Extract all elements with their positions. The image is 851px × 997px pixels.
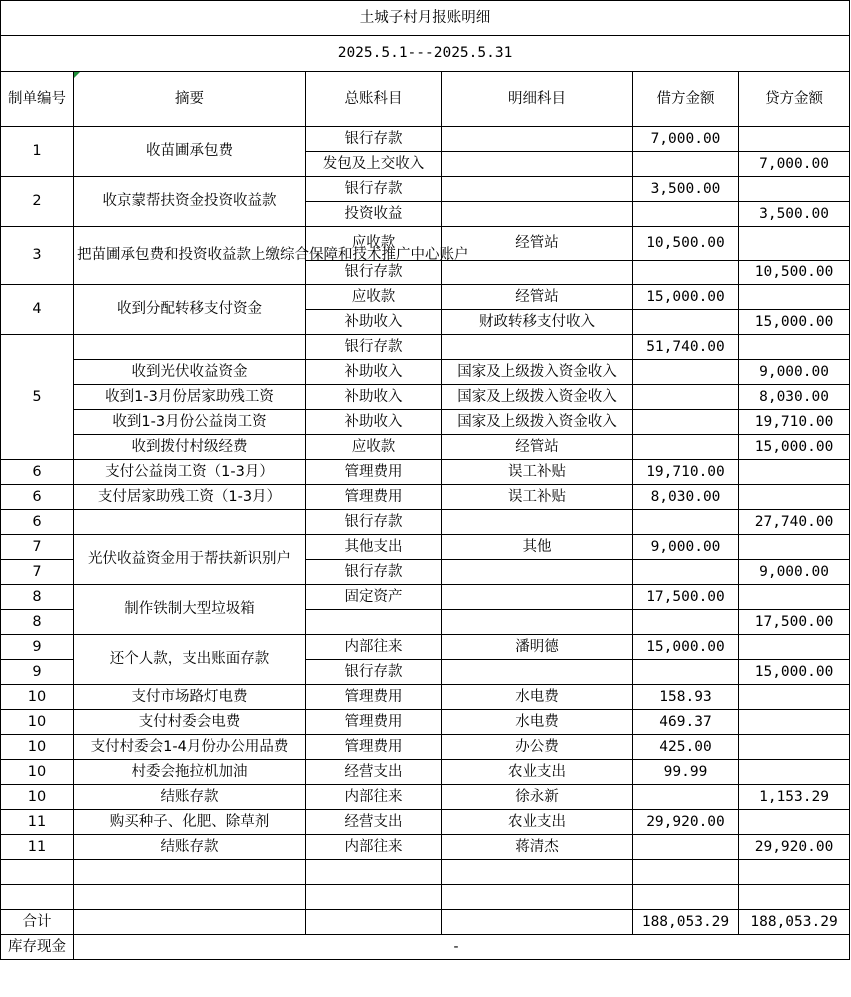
general-account: 固定资产 — [306, 585, 442, 610]
cash-label: 库存现金 — [1, 935, 74, 960]
empty-cell — [74, 885, 306, 910]
debit-amount: 99.99 — [633, 760, 739, 785]
entry-no: 6 — [1, 485, 74, 510]
detail-account: 经管站 — [442, 227, 633, 261]
header-row — [1, 72, 850, 127]
table-row — [1, 285, 850, 310]
entry-no: 9 — [1, 660, 74, 685]
entry-summary: 支付市场路灯电费 — [74, 685, 306, 710]
credit-amount: 8,030.00 — [739, 385, 850, 410]
table-row — [1, 535, 850, 560]
credit-amount — [739, 285, 850, 310]
total-debit: 188,053.29 — [633, 910, 739, 935]
total-row — [1, 910, 850, 935]
credit-amount — [739, 635, 850, 660]
credit-amount — [739, 735, 850, 760]
general-account: 银行存款 — [306, 261, 442, 285]
general-account: 管理费用 — [306, 735, 442, 760]
credit-amount: 15,000.00 — [739, 435, 850, 460]
credit-amount — [739, 685, 850, 710]
general-account: 应收款 — [306, 435, 442, 460]
period-row — [1, 36, 850, 72]
entry-no: 8 — [1, 585, 74, 610]
debit-amount — [633, 610, 739, 635]
debit-amount: 3,500.00 — [633, 177, 739, 202]
entry-summary: 村委会拖拉机加油 — [74, 760, 306, 785]
entry-no: 8 — [1, 610, 74, 635]
general-account: 内部往来 — [306, 785, 442, 810]
title-row — [1, 1, 850, 36]
entry-summary: 收到分配转移支付资金 — [74, 285, 306, 335]
detail-account — [442, 585, 633, 610]
detail-account — [442, 560, 633, 585]
empty-cell — [739, 885, 850, 910]
table-row — [1, 435, 850, 460]
total-credit: 188,053.29 — [739, 910, 850, 935]
table-row — [1, 485, 850, 510]
cash-row — [1, 935, 850, 960]
empty-cell — [1, 860, 74, 885]
cash-value: - — [74, 935, 850, 960]
entry-summary: 收到1-3月份居家助残工资 — [74, 385, 306, 410]
general-account: 投资收益 — [306, 202, 442, 227]
table-row — [1, 177, 850, 202]
header-debit: 借方金额 — [633, 72, 739, 127]
credit-amount: 15,000.00 — [739, 660, 850, 685]
general-account: 补助收入 — [306, 360, 442, 385]
general-account: 银行存款 — [306, 510, 442, 535]
table-row — [1, 735, 850, 760]
debit-amount — [633, 385, 739, 410]
credit-amount — [739, 127, 850, 152]
table-row — [1, 835, 850, 860]
general-account: 发包及上交收入 — [306, 152, 442, 177]
empty-row — [1, 860, 850, 885]
credit-amount — [739, 177, 850, 202]
general-account: 补助收入 — [306, 310, 442, 335]
empty-cell — [1, 885, 74, 910]
entry-no: 10 — [1, 785, 74, 810]
credit-amount — [739, 760, 850, 785]
report-period: 2025.5.1---2025.5.31 — [1, 36, 850, 72]
table-row — [1, 385, 850, 410]
credit-amount — [739, 460, 850, 485]
debit-amount: 469.37 — [633, 710, 739, 735]
empty-cell — [442, 885, 633, 910]
entry-summary: 支付村委会电费 — [74, 710, 306, 735]
empty-cell — [633, 860, 739, 885]
general-account: 管理费用 — [306, 710, 442, 735]
detail-account: 误工补贴 — [442, 485, 633, 510]
credit-amount — [739, 335, 850, 360]
general-account: 补助收入 — [306, 385, 442, 410]
entry-no: 9 — [1, 635, 74, 660]
general-account: 应收款 — [306, 285, 442, 310]
table-row — [1, 710, 850, 735]
credit-amount: 3,500.00 — [739, 202, 850, 227]
entry-summary: 结账存款 — [74, 785, 306, 810]
empty-cell — [739, 860, 850, 885]
report-title: 土城子村月报账明细 — [1, 1, 850, 36]
credit-amount: 19,710.00 — [739, 410, 850, 435]
entry-no: 10 — [1, 735, 74, 760]
entry-summary: 收到1-3月份公益岗工资 — [74, 410, 306, 435]
empty-cell — [442, 860, 633, 885]
detail-account: 办公费 — [442, 735, 633, 760]
credit-amount: 7,000.00 — [739, 152, 850, 177]
detail-account: 国家及上级拨入资金收入 — [442, 410, 633, 435]
entry-no: 10 — [1, 760, 74, 785]
detail-account: 其他 — [442, 535, 633, 560]
general-account: 管理费用 — [306, 485, 442, 510]
general-account: 管理费用 — [306, 685, 442, 710]
debit-amount: 9,000.00 — [633, 535, 739, 560]
detail-account: 农业支出 — [442, 810, 633, 835]
credit-amount: 15,000.00 — [739, 310, 850, 335]
credit-amount: 9,000.00 — [739, 560, 850, 585]
detail-account — [442, 202, 633, 227]
detail-account: 水电费 — [442, 710, 633, 735]
debit-amount — [633, 152, 739, 177]
table-row — [1, 510, 850, 535]
credit-amount: 1,153.29 — [739, 785, 850, 810]
debit-amount: 51,740.00 — [633, 335, 739, 360]
entry-no: 10 — [1, 685, 74, 710]
general-account: 银行存款 — [306, 335, 442, 360]
general-account — [306, 610, 442, 635]
table-row — [1, 127, 850, 152]
general-account: 银行存款 — [306, 660, 442, 685]
table-row — [1, 460, 850, 485]
header-detail-account: 明细科目 — [442, 72, 633, 127]
empty-cell — [74, 860, 306, 885]
general-account: 内部往来 — [306, 635, 442, 660]
debit-amount: 10,500.00 — [633, 227, 739, 261]
entry-summary: 收到光伏收益资金 — [74, 360, 306, 385]
entry-no: 5 — [1, 335, 74, 460]
detail-account — [442, 261, 633, 285]
detail-account — [442, 510, 633, 535]
table-row — [1, 360, 850, 385]
credit-amount — [739, 710, 850, 735]
debit-amount — [633, 660, 739, 685]
empty-cell — [306, 910, 442, 935]
credit-amount — [739, 227, 850, 261]
detail-account: 财政转移支付收入 — [442, 310, 633, 335]
detail-account — [442, 335, 633, 360]
debit-amount — [633, 785, 739, 810]
debit-amount: 15,000.00 — [633, 285, 739, 310]
empty-cell — [306, 860, 442, 885]
credit-amount: 17,500.00 — [739, 610, 850, 635]
general-account: 内部往来 — [306, 835, 442, 860]
general-account: 银行存款 — [306, 560, 442, 585]
entry-summary: 收到拨付村级经费 — [74, 435, 306, 460]
header-general-account: 总账科目 — [306, 72, 442, 127]
empty-row — [1, 885, 850, 910]
entry-summary: 还个人款，支出账面存款 — [74, 635, 306, 685]
debit-amount — [633, 261, 739, 285]
entry-no: 7 — [1, 535, 74, 560]
debit-amount — [633, 360, 739, 385]
general-account: 银行存款 — [306, 127, 442, 152]
total-label: 合计 — [1, 910, 74, 935]
detail-account — [442, 127, 633, 152]
general-account: 应收款 — [306, 227, 442, 261]
entry-no: 11 — [1, 810, 74, 835]
debit-amount — [633, 435, 739, 460]
detail-account — [442, 660, 633, 685]
general-account: 补助收入 — [306, 410, 442, 435]
general-account: 经营支出 — [306, 760, 442, 785]
entry-no: 2 — [1, 177, 74, 227]
table-row — [1, 785, 850, 810]
debit-amount: 19,710.00 — [633, 460, 739, 485]
general-account: 管理费用 — [306, 460, 442, 485]
debit-amount: 17,500.00 — [633, 585, 739, 610]
detail-account: 经管站 — [442, 285, 633, 310]
general-account: 经营支出 — [306, 810, 442, 835]
table-row — [1, 810, 850, 835]
header-credit: 贷方金额 — [739, 72, 850, 127]
entry-no: 1 — [1, 127, 74, 177]
detail-account — [442, 152, 633, 177]
credit-amount: 9,000.00 — [739, 360, 850, 385]
entry-summary: 收京蒙帮扶资金投资收益款 — [74, 177, 306, 227]
debit-amount — [633, 835, 739, 860]
table-row — [1, 227, 850, 261]
entry-summary — [74, 510, 306, 535]
credit-amount: 10,500.00 — [739, 261, 850, 285]
debit-amount: 425.00 — [633, 735, 739, 760]
header-summary: 摘要 — [74, 72, 306, 127]
detail-account: 蒋清杰 — [442, 835, 633, 860]
credit-amount — [739, 535, 850, 560]
credit-amount — [739, 485, 850, 510]
table-row — [1, 685, 850, 710]
empty-cell — [633, 885, 739, 910]
debit-amount: 29,920.00 — [633, 810, 739, 835]
entry-summary: 收苗圃承包费 — [74, 127, 306, 177]
entry-no: 3 — [1, 227, 74, 285]
debit-amount: 158.93 — [633, 685, 739, 710]
credit-amount: 29,920.00 — [739, 835, 850, 860]
table-row — [1, 760, 850, 785]
table-row — [1, 635, 850, 660]
general-account: 其他支出 — [306, 535, 442, 560]
empty-cell — [442, 910, 633, 935]
entry-summary — [74, 335, 306, 360]
entry-no: 10 — [1, 710, 74, 735]
detail-account: 国家及上级拨入资金收入 — [442, 360, 633, 385]
entry-no: 6 — [1, 510, 74, 535]
entry-summary: 光伏收益资金用于帮扶新识别户 — [74, 535, 306, 585]
table-row — [1, 410, 850, 435]
detail-account — [442, 177, 633, 202]
detail-account: 误工补贴 — [442, 460, 633, 485]
header-no: 制单编号 — [1, 72, 74, 127]
entry-summary: 购买种子、化肥、除草剂 — [74, 810, 306, 835]
debit-amount — [633, 560, 739, 585]
entry-summary: 把苗圃承包费和投资收益款上缴综合保障和技术推广中心账户 — [74, 227, 306, 285]
entry-no: 4 — [1, 285, 74, 335]
detail-account: 农业支出 — [442, 760, 633, 785]
detail-account: 水电费 — [442, 685, 633, 710]
entry-summary: 支付公益岗工资（1-3月） — [74, 460, 306, 485]
detail-account: 潘明德 — [442, 635, 633, 660]
general-account: 银行存款 — [306, 177, 442, 202]
detail-account — [442, 610, 633, 635]
entry-summary: 制作铁制大型垃圾箱 — [74, 585, 306, 635]
empty-cell — [74, 910, 306, 935]
entry-no: 6 — [1, 460, 74, 485]
credit-amount — [739, 585, 850, 610]
empty-cell — [306, 885, 442, 910]
entry-no: 7 — [1, 560, 74, 585]
detail-account: 经管站 — [442, 435, 633, 460]
table-row — [1, 335, 850, 360]
credit-amount — [739, 810, 850, 835]
debit-amount: 15,000.00 — [633, 635, 739, 660]
debit-amount — [633, 410, 739, 435]
detail-account: 徐永新 — [442, 785, 633, 810]
debit-amount: 7,000.00 — [633, 127, 739, 152]
debit-amount — [633, 310, 739, 335]
entry-summary: 支付居家助残工资（1-3月） — [74, 485, 306, 510]
credit-amount: 27,740.00 — [739, 510, 850, 535]
entry-no: 11 — [1, 835, 74, 860]
debit-amount — [633, 510, 739, 535]
debit-amount — [633, 202, 739, 227]
detail-account: 国家及上级拨入资金收入 — [442, 385, 633, 410]
entry-summary: 结账存款 — [74, 835, 306, 860]
entry-summary: 支付村委会1-4月份办公用品费 — [74, 735, 306, 760]
debit-amount: 8,030.00 — [633, 485, 739, 510]
table-row — [1, 585, 850, 610]
